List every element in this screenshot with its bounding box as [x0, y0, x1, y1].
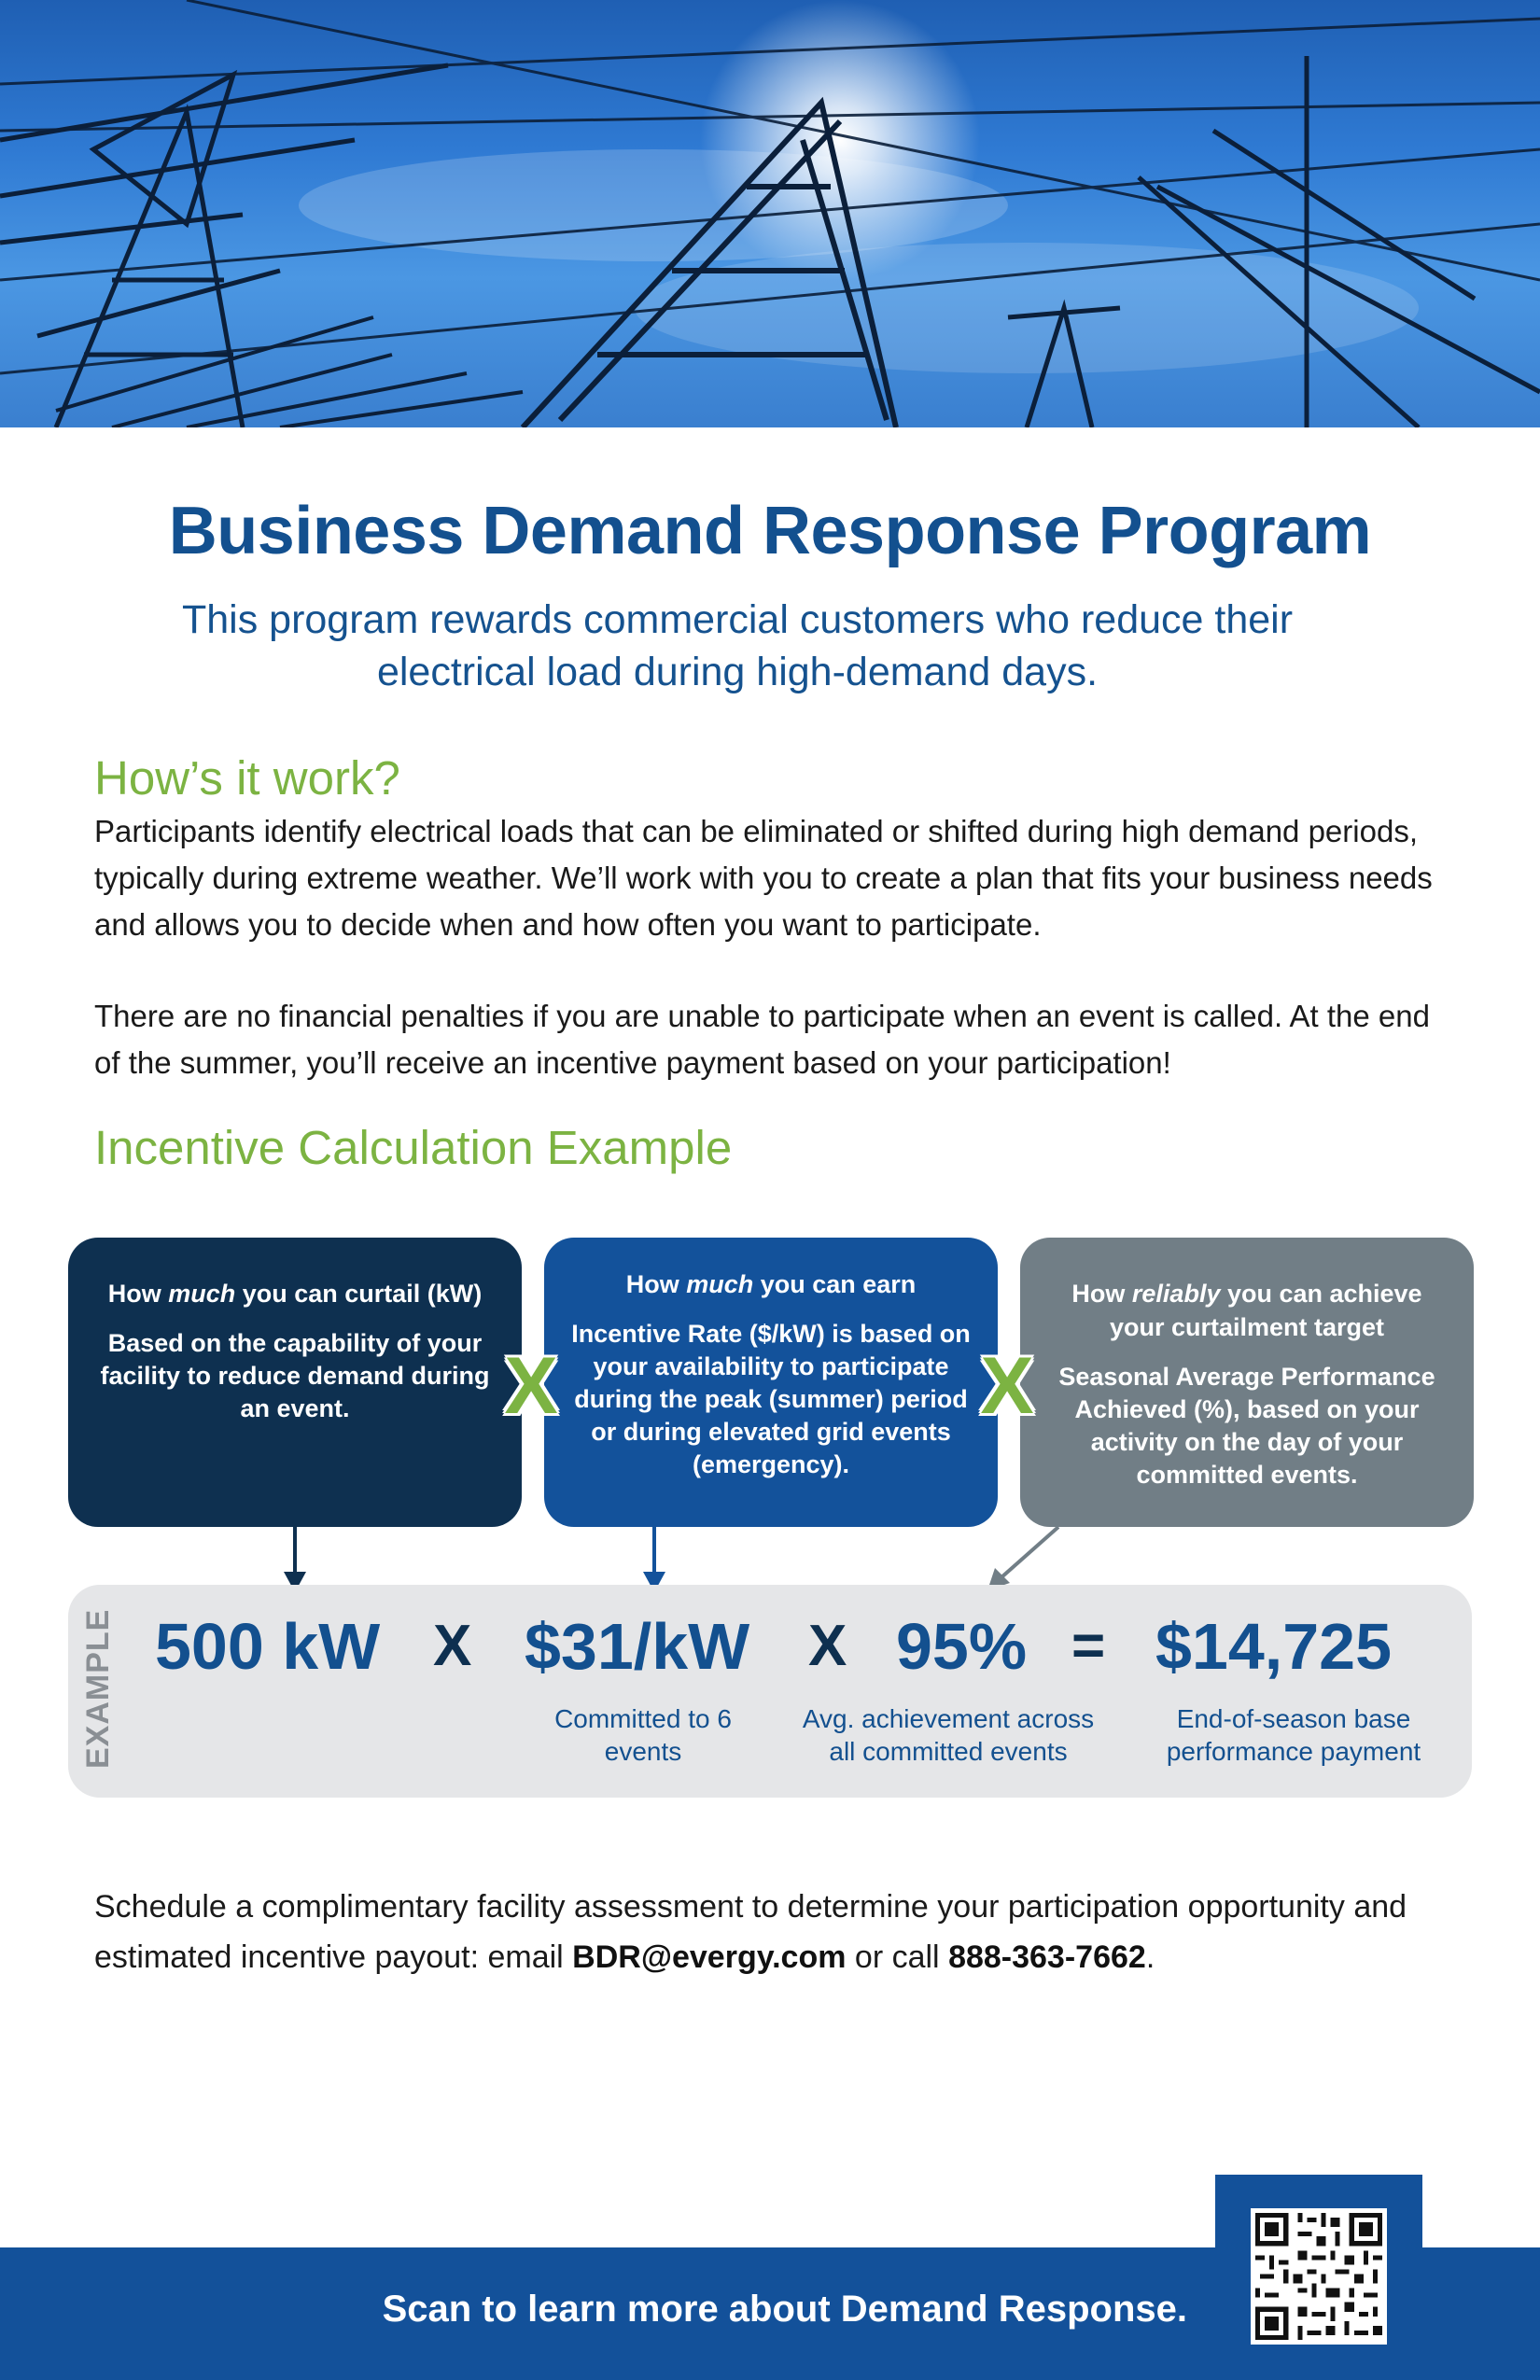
example-total-value: $14,725 [1155, 1610, 1393, 1683]
transmission-towers-illustration [0, 0, 1540, 427]
example-rate-value: $31/kW [525, 1610, 750, 1683]
contact-email[interactable]: BDR@evergy.com [572, 1939, 847, 1975]
example-kw-value: 500 kW [155, 1610, 381, 1683]
reliability-box [1020, 1238, 1474, 1527]
reliability-box-heading: How reliably you can achieve your curtailment target [1071, 1280, 1422, 1341]
example-rate-caption: Committed to 6 events [554, 1704, 732, 1766]
how-it-works-paragraph-2: There are no financial penalties if you are unable to participate when an event is called. At the end of the summer, you’ll receive an incentive payment based on your participation! [94, 999, 1430, 1080]
page-title: Business Demand Response Program [168, 494, 1372, 568]
curtail-box [68, 1238, 522, 1527]
earn-box-text: Incentive Rate ($/kW) is based on your availability to participate during the peak (summer) period or during elevated grid events (emergency). [571, 1320, 971, 1478]
example-multiply-1: X [433, 1614, 472, 1678]
hero-image [0, 0, 1540, 427]
qr-code-icon[interactable] [1251, 2208, 1387, 2345]
example-percent-value: 95% [896, 1610, 1028, 1683]
arrow-down-icon [643, 1527, 665, 1592]
earn-box-heading: How much you can earn [625, 1270, 917, 1298]
how-it-works-paragraph-1: Participants identify electrical loads that can be eliminated or shifted during high demand periods, typically during extreme weather. We’ll work with you to create a plan that fits your business needs and allows you to decide when and how often you want to participate. [94, 814, 1433, 942]
closing-paragraph: Schedule a complimentary facility assessment to determine your participation opportunity and estimated incentive payout: email BDR@evergy.com or call 888-363-7662. [94, 1889, 1407, 1975]
incentive-heading: Incentive Calculation Example [94, 1121, 733, 1174]
page-subtitle: This program rewards commercial customers who reduce their electrical load during high-demand days. [181, 597, 1294, 694]
example-equals: = [1071, 1614, 1106, 1678]
reliability-box-text: Seasonal Average Performance Achieved (%), based on your activity on the day of your committed events. [1058, 1363, 1435, 1489]
curtail-box-heading: How much you can curtail (kW) [107, 1280, 483, 1308]
how-it-works-heading: How’s it work? [94, 751, 400, 805]
example-multiply-2: X [808, 1614, 847, 1678]
arrow-diagonal-icon [987, 1527, 1058, 1590]
multiply-icon: X [980, 1341, 1034, 1431]
example-label: EXAMPLE [80, 1608, 116, 1769]
multiply-icon: X [504, 1341, 558, 1431]
earn-box [544, 1238, 998, 1527]
footer-text: Scan to learn more about Demand Response. [382, 2289, 1187, 2330]
curtail-box-text: Based on the capability of your facility to reduce demand during an event. [100, 1329, 490, 1422]
example-total-caption: End-of-season base performance payment [1166, 1704, 1421, 1766]
arrow-down-icon [284, 1527, 306, 1592]
contact-phone[interactable]: 888-363-7662 [948, 1939, 1146, 1975]
example-percent-caption: Avg. achievement across all committed events [802, 1704, 1095, 1766]
